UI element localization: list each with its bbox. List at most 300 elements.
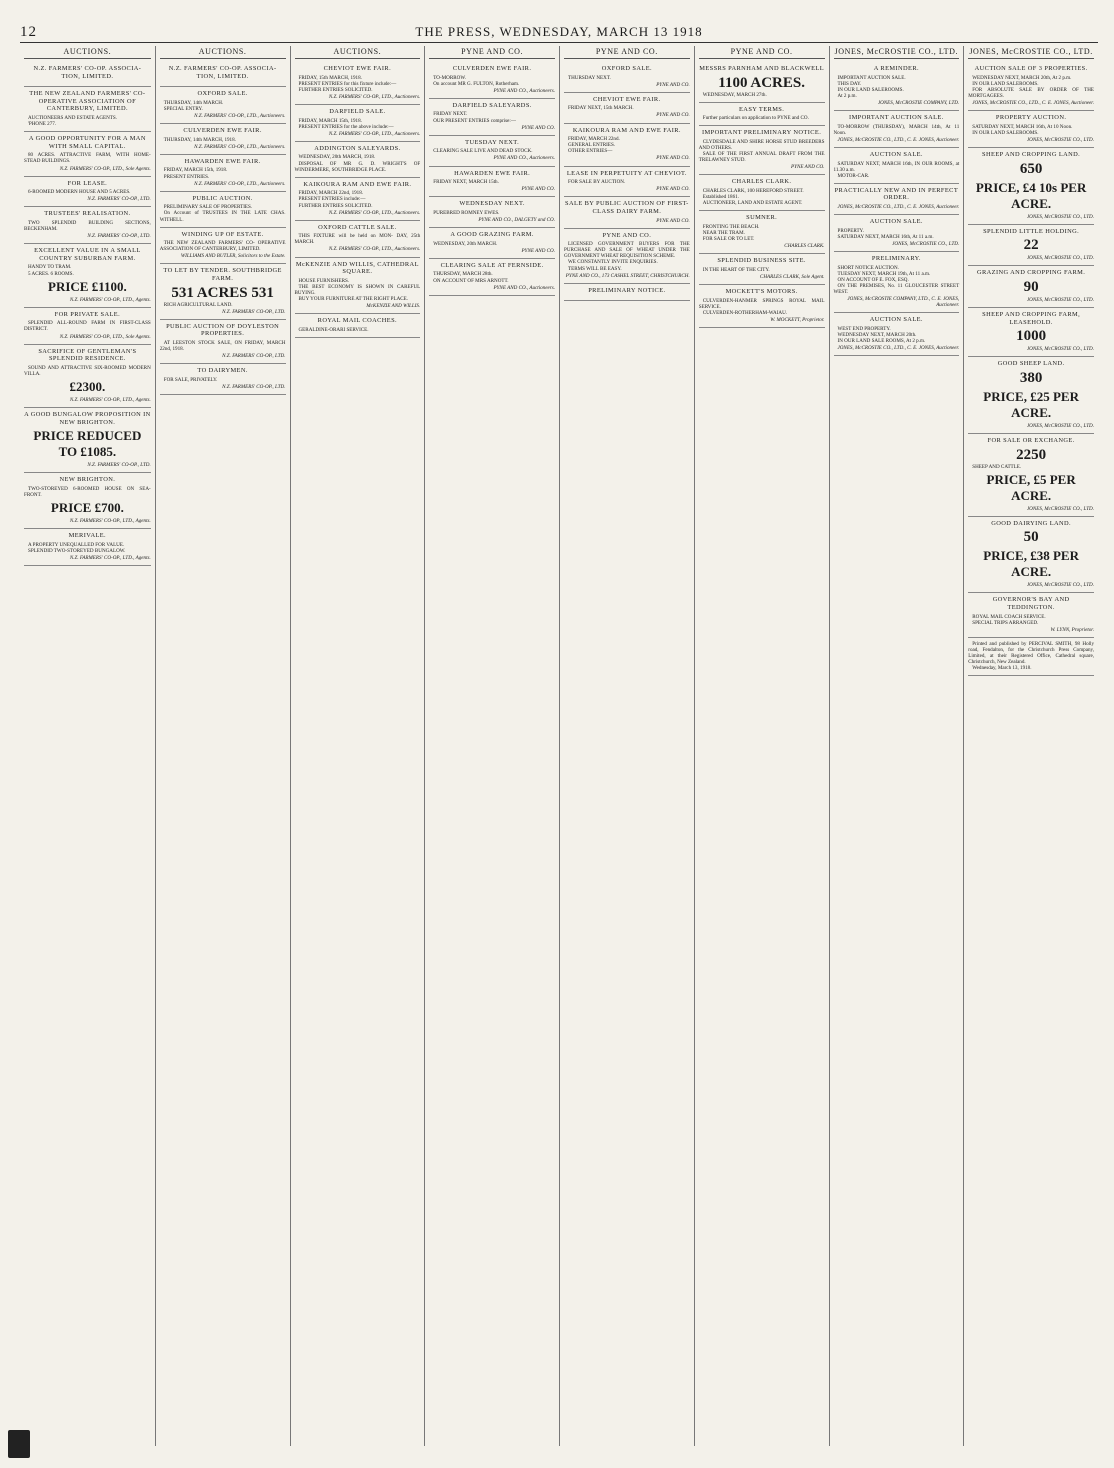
ad-body: [429, 148, 555, 154]
ad-line: WEST END PROPERTY.: [837, 325, 891, 332]
ad-heading: N.Z. FARMERS' CO-OP. ASSOCIA- TION, LIMITED.: [33, 65, 142, 80]
ad-line: TWO SPLENDID BUILDING SECTIONS, BECKENHAM.: [24, 220, 151, 233]
ad-body: [968, 641, 1094, 671]
ad-body: [699, 267, 825, 273]
ad-signature: W. MOCKETT, Proprietor.: [770, 316, 825, 323]
column-5: [559, 46, 694, 1446]
ad-signature: W. LYNN, Proprietor.: [1050, 626, 1094, 633]
ad-heading: KAIKOURA RAM AND EWE FAIR.: [303, 180, 412, 188]
ad-line: FURTHER ENTRIES SOLICITED.: [298, 86, 373, 93]
ad-line: 6-ROOMED MODERN HOUSE AND 5 ACRES.: [28, 189, 131, 196]
ad-price: PRICE, £5 PER ACRE.: [986, 471, 1076, 503]
ad-heading: NEW BRIGHTON.: [59, 476, 116, 484]
advertisement: [160, 320, 286, 364]
ad-body: [160, 100, 286, 112]
columns-container: [20, 46, 1098, 1446]
ad-signature: WILLIAMS AND BUTLER, Solicitors to the Estate.: [180, 253, 286, 260]
ad-signature: JONES, McCROSTIE COMPANY, LTD.: [877, 99, 960, 106]
ad-body: [24, 542, 151, 554]
ad-heading: GOOD SHEEP LAND.: [997, 360, 1065, 368]
ad-signature: PYNE AND CO., DALGETY and CO.: [478, 217, 555, 223]
advertisement: [24, 244, 151, 307]
ad-signature: JONES, McCROSTIE CO., LTD.: [1026, 505, 1094, 512]
ad-signature: N.Z. FARMERS' CO-OP., LTD., Agents.: [69, 518, 151, 525]
column-heading: PYNE AND CO.: [564, 46, 690, 59]
advertisement: [429, 259, 555, 296]
advertisement: [968, 148, 1094, 225]
advertisement: [429, 136, 555, 167]
ad-heading: WEDNESDAY NEXT.: [459, 200, 525, 208]
ad-body: [699, 139, 825, 163]
ad-body: [968, 75, 1094, 99]
ad-heading: HAWARDEN EWE FAIR.: [184, 157, 261, 165]
ad-body: [160, 302, 286, 308]
ad-signature: JONES, McCROSTIE CO., LTD.: [1026, 296, 1094, 303]
advertisement: [24, 308, 151, 345]
ad-line: WEDNESDAY NEXT, MARCH 20th, At 2 p.m.: [972, 74, 1072, 81]
ad-body: [968, 614, 1094, 626]
ad-heading: TUESDAY NEXT.: [465, 138, 520, 146]
ad-heading: TRUSTEES' REALISATION.: [44, 210, 131, 218]
ad-signature: PYNE AND CO., 173 CASHEL STREET, CHRISTCHURCH.: [565, 272, 690, 279]
column-heading: AUCTIONS.: [295, 46, 421, 59]
advertisement: [968, 517, 1094, 594]
ad-signature: N.Z. FARMERS' CO-OP., LTD., Agents.: [69, 555, 151, 562]
ad-line: PRESENT ENTRIES for the above include:—: [298, 123, 394, 130]
ad-heading: FOR SALE OR EXCHANGE.: [987, 436, 1075, 444]
ad-line: FRIDAY, MARCH 15th, 1918.: [163, 167, 228, 174]
ad-body: [429, 271, 555, 283]
ad-line: FOR SALE OR TO LET.: [702, 236, 755, 243]
ad-signature: JONES, McCROSTIE CO., LTD.: [1026, 346, 1094, 353]
ad-heading: MOCKETT'S MOTORS.: [725, 288, 798, 296]
ad-line: LICENSED GOVERNMENT BUYERS FOR THE PURCHASE AND SALE OF WHEAT UNDER THE GOVERNMENT WHEAT REQUISITION SCHEME.: [564, 241, 690, 260]
ad-price: PRICE, £25 PER ACRE.: [983, 388, 1079, 420]
advertisement: [295, 258, 421, 315]
ad-line: SATURDAY NEXT, MARCH 16th, At 10 Noon.: [972, 123, 1073, 130]
advertisement: [429, 167, 555, 198]
ad-line: ON ACCOUNT OF MRS ARNOTT.: [433, 277, 509, 284]
column-4: [424, 46, 559, 1446]
ad-line: FURTHER ENTRIES SOLICITED.: [298, 202, 373, 209]
ad-heading: SALE BY PUBLIC AUCTION OF FIRST-CLASS DAIRY FARM.: [565, 200, 689, 215]
ad-line: ROYAL MAIL COACH SERVICE.: [972, 613, 1046, 620]
ad-signature: McKENZIE AND WILLIS.: [366, 303, 421, 310]
ad-line: FRIDAY NEXT, 15th MARCH.: [568, 105, 634, 112]
ad-signature: N.Z. FARMERS' CO-OP., LTD.: [222, 384, 286, 390]
ad-heading: SUMNER.: [746, 214, 778, 222]
ad-heading: SPLENDID LITTLE HOLDING.: [983, 227, 1080, 235]
advertisement: [24, 177, 151, 208]
advertisement: [968, 111, 1094, 148]
ad-signature: PYNE AND CO., Auctioneers.: [493, 87, 555, 94]
ad-line: THURSDAY NEXT.: [568, 74, 611, 81]
ad-line: Further particulars on application to PYNE and CO.: [702, 115, 809, 122]
ad-line: TWO-STOREYED 6-ROOMED HOUSE ON SEA-FRONT.: [24, 485, 151, 499]
ad-heading: IMPORTANT PRELIMINARY NOTICE.: [702, 129, 822, 137]
ad-signature: N.Z. FARMERS' CO-OP., LTD.: [222, 308, 286, 315]
ad-heading: PYNE AND CO.: [602, 231, 652, 239]
ad-line: At 2 p.m.: [837, 92, 857, 99]
advertisement: [834, 148, 960, 184]
ad-line: On Account of TRUSTEES IN THE LATE CHAS. WITHELL.: [159, 210, 286, 223]
advertisement: [24, 529, 151, 566]
ad-display-figure: 90: [1023, 278, 1039, 295]
ad-heading: THE NEW ZEALAND FARMERS' CO- OPERATIVE ASSOCIATION OF CANTERBURY, LIMITED.: [29, 90, 146, 113]
advertisement: [834, 215, 960, 252]
ad-heading: MESSRS PARNHAM AND BLACKWELL: [699, 65, 825, 72]
ad-line: HOUSE FURNISHERS.: [298, 277, 350, 284]
column-2: [155, 46, 290, 1446]
ad-body: [968, 464, 1094, 470]
ad-body: [564, 75, 690, 81]
ad-line: 5 ACRES. 6 ROOMS.: [28, 270, 74, 277]
ad-line: IMPORTANT AUCTION SALE.: [837, 74, 906, 81]
ad-heading: MERIVALE.: [68, 532, 107, 540]
ad-line: TUESDAY NEXT, MARCH 19th, At 11 a.m.: [837, 270, 931, 277]
ad-body: [429, 241, 555, 247]
ad-heading: WINDING UP OF ESTATE.: [181, 230, 264, 238]
ad-display-figure: 531 ACRES 531: [171, 284, 274, 301]
ad-line: AT LEESTON STOCK SALE, ON FRIDAY, MARCH 22nd, 1918.: [159, 340, 286, 353]
ad-line: SATURDAY NEXT, MARCH 16th, At 11 a.m.: [837, 233, 934, 240]
ad-signature: N.Z. FARMERS' CO-OP., LTD., Agents.: [69, 296, 151, 303]
column-heading: AUCTIONS.: [160, 46, 286, 59]
ad-body: [834, 326, 960, 344]
ad-line: WEDNESDAY NEXT, MARCH 20th.: [837, 331, 917, 338]
ad-heading: PROPERTY AUCTION.: [995, 114, 1067, 122]
ad-line: THE BEST ECONOMY IS SHOWN IN CAREFUL BUYING.: [294, 283, 421, 296]
advertisement: [429, 62, 555, 99]
ad-signature: N.Z. FARMERS' CO-OP., LTD., Auctioneers.: [194, 180, 286, 187]
ad-heading: AUCTION SALE.: [869, 150, 923, 158]
ad-line: FRIDAY NEXT, MARCH 15th.: [433, 179, 499, 186]
ad-line: IN OUR LAND SALEROOMS.: [837, 86, 904, 93]
ad-signature: N.Z. FARMERS' CO-OP., LTD., Auctioneers.: [194, 143, 286, 150]
ad-price: PRICE £1100.: [48, 278, 127, 294]
ad-line: TO-MORROW (THURSDAY), MARCH 14th, At 11 Noon.: [833, 123, 960, 136]
ad-signature: N.Z. FARMERS' CO-OP., LTD., Auctioneers.: [194, 112, 286, 119]
ad-signature: N.Z. FARMERS' CO-OP., LTD., Sole Agents.: [59, 333, 151, 340]
ad-heading: A GOOD GRAZING FARM.: [450, 231, 534, 239]
ad-heading: SPLENDID BUSINESS SITE.: [717, 257, 806, 265]
ad-signature: N.Z. FARMERS' CO-OP., LTD., Sole Agents.: [59, 165, 151, 172]
ad-body: [834, 228, 960, 240]
ad-body: [295, 75, 421, 93]
ad-signature: PYNE AND CO.: [521, 124, 555, 131]
ad-display-figure: 1100 ACRES.: [718, 74, 805, 91]
ad-heading: SHEEP AND CROPPING FARM, LEASEHOLD.: [982, 311, 1081, 326]
advertisement: [24, 87, 151, 132]
ad-line: SHORT NOTICE AUCTION.: [837, 264, 899, 271]
ad-line: CULVERDEN-ROTHERHAM-WAIAU.: [702, 309, 788, 316]
ad-signature: JONES, McCROSTIE CO., LTD.: [892, 240, 960, 247]
ad-line: A PROPERTY UNEQUALLED FOR VALUE.: [28, 541, 125, 548]
ad-heading: A GOOD BUNGALOW PROPOSITION IN NEW BRIGHTON.: [24, 411, 151, 426]
ad-body: [834, 124, 960, 136]
ad-heading: CULVERDEN EWE FAIR.: [183, 127, 262, 135]
ad-body: [295, 327, 421, 333]
advertisement: [699, 285, 825, 328]
ad-body: [160, 240, 286, 252]
ad-body: [429, 179, 555, 185]
ad-signature: N.Z. FARMERS' CO-OP., LTD.: [87, 462, 151, 469]
ad-heading: IMPORTANT AUCTION SALE.: [849, 114, 944, 122]
ad-body: [160, 340, 286, 352]
ad-line: SATURDAY NEXT, MARCH 16th, IN OUR ROOMS, at 11.30 a.m.: [833, 160, 960, 173]
ad-line: THIS DAY.: [837, 80, 862, 87]
ad-heading: CHARLES CLARK.: [731, 178, 792, 186]
ad-line: WE CONSTANTLY INVITE ENQUIRIES.: [568, 259, 658, 266]
ad-heading: CHEVIOT EWE FAIR.: [593, 95, 661, 103]
ad-body: [24, 486, 151, 498]
ad-line: FRIDAY, MARCH 15th, 1918.: [298, 117, 362, 124]
advertisement: [564, 197, 690, 228]
ad-body: [834, 75, 960, 99]
ad-heading: PRELIMINARY.: [871, 254, 921, 262]
ad-body: [295, 278, 421, 302]
ad-body: [564, 241, 690, 271]
ad-body: [295, 118, 421, 130]
advertisement: [295, 221, 421, 258]
ad-heading: FOR PRIVATE SALE.: [54, 310, 121, 318]
ad-line: IN THE HEART OF THE CITY.: [702, 266, 770, 273]
ad-line: AUCTIONEERS AND ESTATE AGENTS.: [28, 114, 118, 121]
ad-signature: PYNE AND CO.: [656, 186, 690, 193]
column-3: [290, 46, 425, 1446]
ad-signature: PYNE AND CO., Auctioneers.: [493, 284, 555, 291]
advertisement: [968, 225, 1094, 267]
ad-line: Wednesday, March 13, 1918.: [972, 665, 1032, 672]
advertisement: [24, 345, 151, 408]
advertisement: [160, 364, 286, 395]
advertisement: [699, 62, 825, 103]
ad-body: [160, 137, 286, 143]
ad-signature: PYNE AND CO.: [656, 217, 690, 224]
ad-body: [24, 152, 151, 164]
ad-display-figure: 380: [1019, 369, 1043, 386]
advertisement: [429, 99, 555, 136]
ad-body: [564, 105, 690, 111]
ad-line: RICH AGRICULTURAL LAND.: [163, 301, 233, 308]
ad-line: DISPOSAL OF MR G. D. WRIGHT'S OF WINDERMERE, SOUTHBRIDGE PLACE.: [294, 160, 421, 173]
ad-signature: JONES, McCROSTIE CO., LTD.: [1026, 582, 1094, 589]
advertisement: [564, 62, 690, 93]
column-1: [20, 46, 155, 1446]
ad-line: SPECIAL ENTRY.: [163, 105, 203, 112]
ad-price: PRICE REDUCED TO £1085.: [33, 428, 142, 460]
ad-price: £2300.: [69, 379, 106, 394]
advertisement: [968, 638, 1094, 676]
ad-line: GERALDINE-ORARI SERVICE.: [298, 326, 369, 333]
ad-line: AUCTIONEER, LAND AND ESTATE AGENT.: [702, 200, 803, 207]
ad-heading: GRAZING AND CROPPING FARM.: [976, 269, 1086, 277]
ad-signature: CHARLES CLARK.: [784, 243, 825, 250]
advertisement: [564, 229, 690, 284]
ad-heading: EXCELLENT VALUE IN A SMALL COUNTRY SUBURBAN FARM.: [34, 247, 141, 262]
ad-body: [160, 377, 286, 383]
ad-body: [429, 210, 555, 216]
ad-heading: ADDINGTON SALEYARDS.: [314, 144, 401, 152]
ad-body: [24, 365, 151, 377]
column-heading: PYNE AND CO.: [429, 46, 555, 59]
ad-heading: HAWARDEN EWE FAIR.: [454, 169, 531, 177]
advertisement: [968, 357, 1094, 434]
ad-signature: N.Z. FARMERS' CO-OP., LTD., Agents.: [69, 397, 151, 403]
ad-line: 'PHONE 277.: [28, 121, 57, 128]
ad-line: BUY YOUR FURNITURE AT THE RIGHT PLACE.: [298, 296, 409, 303]
ad-heading: FOR LEASE.: [67, 179, 108, 187]
ad-line: Printed and published by PERCIVAL SMITH, 98 Holly road, Fendalton, for the Christchurch Press Company, Limited, at their Registered Office, Cathedral square, Christchurch, New Zealand.: [968, 640, 1094, 666]
ad-heading: A REMINDER.: [873, 65, 919, 72]
advertisement: [160, 155, 286, 192]
column-heading: JONES, McCROSTIE CO., LTD.: [968, 46, 1094, 59]
ad-signature: N.Z. FARMERS' CO-OP., LTD., Auctioneers.: [328, 93, 421, 100]
ad-heading: OXFORD SALE.: [601, 65, 652, 72]
ad-line: CLEARING SALE LIVE AND DEAD STOCK.: [433, 148, 533, 155]
advertisement: [295, 142, 421, 178]
advertisement: [160, 264, 286, 319]
ad-line: WEDNESDAY, 20th MARCH, 1918.: [298, 154, 376, 161]
ad-heading: N.Z. FARMERS' CO-OP. ASSOCIA- TION, LIMITED.: [168, 65, 277, 80]
ad-line: NEAR THE TRAM.: [702, 230, 745, 236]
masthead-title: THE PRESS, WEDNESDAY, MARCH 13 1918: [415, 24, 703, 39]
advertisement: [160, 124, 286, 155]
ad-heading: SACRIFICE OF GENTLEMAN'S SPLENDID RESIDENCE.: [38, 347, 137, 363]
ad-line: SOUND AND ATTRACTIVE SIX-ROOMED MODERN VILLA.: [24, 364, 151, 377]
ad-line: IN OUR LAND SALEROOMS.: [972, 129, 1039, 136]
page-number: 12: [20, 24, 37, 40]
ad-display-figure: 650: [1019, 160, 1043, 177]
advertisement: [968, 266, 1094, 308]
ad-heading: CHEVIOT EWE FAIR.: [323, 65, 392, 72]
ad-signature: PYNE AND CO., Auctioneers.: [493, 155, 555, 162]
advertisement: [564, 284, 690, 302]
ad-line: SPLENDID TWO-STOREYED BUNGALOW.: [28, 547, 126, 554]
ad-signature: JONES, McCROSTIE CO., LTD.: [1026, 136, 1094, 143]
ad-line: CHARLES CLARK, 100 HEREFORD STREET.: [702, 188, 804, 195]
column-7: [829, 46, 964, 1446]
ad-line: ON THE PREMISES, No. 11 GLOUCESTER STREET WEST.: [833, 282, 960, 295]
ad-price: PRICE, £4 10s PER ACRE.: [975, 179, 1087, 211]
ad-heading: EASY TERMS.: [739, 105, 785, 113]
ad-line: 80 ACRES. ATTRACTIVE FARM, WITH HOME- STEAD BUILDINGS.: [24, 152, 151, 165]
ad-line: FOR SALE, PRIVATELY.: [163, 376, 218, 383]
advertisement: [295, 178, 421, 221]
ad-line: Established 1861.: [702, 194, 739, 201]
ad-display-figure: 2250: [1016, 446, 1047, 463]
advertisement: [834, 252, 960, 313]
ad-signature: JONES, McCROSTIE CO., LTD.: [1026, 422, 1094, 429]
ad-signature: PYNE AND CO.: [656, 155, 690, 162]
ad-line: SHEEP AND CATTLE.: [972, 463, 1022, 470]
advertisement: [968, 62, 1094, 111]
ad-line: THURSDAY, 14th MARCH.: [163, 99, 224, 106]
ad-body: [24, 115, 151, 127]
ad-line: TO-MORROW.: [433, 74, 466, 81]
ad-line: GENERAL ENTRIES.: [568, 142, 616, 149]
ad-line: CULVERDEN-HANMER SPRINGS ROYAL MAIL SERVICE.: [698, 297, 825, 310]
advertisement: [295, 314, 421, 338]
ad-body: [834, 265, 960, 295]
ad-heading: LEASE IN PERPETUITY AT CHEVIOT.: [566, 169, 687, 177]
ad-line: THURSDAY, MARCH 28th.: [433, 271, 493, 278]
ad-line: SPLENDID ALL-ROUND FARM IN FIRST-CLASS DISTRICT.: [24, 320, 151, 333]
ad-line: PRESENT ENTRIES.: [163, 173, 210, 180]
advertisement: [24, 473, 151, 529]
advertisement: [968, 434, 1094, 517]
ad-line: PRESENT ENTRIES for this fixture include:—: [298, 80, 397, 87]
ad-signature: JONES, McCROSTIE CO., LTD., C. E. JONES, Auctioneer.: [837, 204, 960, 210]
column-heading: JONES, McCROSTIE CO., LTD.: [834, 46, 960, 59]
ad-line: FRONTING THE BEACH.: [702, 223, 760, 230]
ad-heading: A GOOD OPPORTUNITY FOR A MAN WITH SMALL CAPITAL.: [28, 135, 146, 150]
advertisement: [968, 593, 1094, 637]
ad-heading: AUCTION SALE.: [869, 316, 923, 324]
ad-heading: DARFIELD SALE.: [329, 107, 386, 115]
ad-price: PRICE, £38 PER ACRE.: [983, 548, 1079, 580]
ad-line: On account MR G. FULTON, Rotherham.: [433, 80, 520, 87]
ad-heading: GOOD DAIRYING LAND.: [991, 519, 1072, 527]
advertisement: [834, 62, 960, 111]
advertisement: [295, 105, 421, 142]
ad-body: [699, 92, 825, 98]
ad-body: [699, 298, 825, 316]
ad-display-figure: 22: [1023, 237, 1039, 254]
advertisement: [24, 207, 151, 244]
ad-line: TERMS WILL BE EASY.: [568, 265, 622, 272]
advertisement: [564, 124, 690, 167]
advertisement: [834, 111, 960, 148]
advertisement: [564, 93, 690, 124]
masthead: [20, 24, 1098, 43]
ad-line: IN OUR LAND SALE ROOMS, At 2 p.m.: [837, 338, 926, 344]
ad-line: SALE OF THE FIRST ANNUAL DRAFT FROM THE TRELAWNEY STUD.: [698, 151, 825, 164]
ad-body: [968, 124, 1094, 136]
ad-body: [699, 115, 825, 121]
column-6: [694, 46, 829, 1446]
advertisement: [295, 62, 421, 105]
ad-line: IN OUR LAND SALEROOMS.: [972, 80, 1039, 87]
ad-body: [24, 189, 151, 195]
ad-body: [699, 224, 825, 242]
ad-heading: TO DAIRYMEN.: [197, 367, 248, 375]
ad-line: OUR PRESENT ENTRIES comprise:—: [433, 117, 516, 124]
advertisement: [699, 126, 825, 175]
advertisement: [699, 211, 825, 254]
ad-signature: N.Z. FARMERS' CO-OP., LTD.: [222, 353, 286, 360]
column-heading: PYNE AND CO.: [699, 46, 825, 59]
ad-line: FRIDAY, MARCH 22nd, 1918.: [298, 190, 364, 197]
ad-line: OTHER ENTRIES—: [568, 148, 613, 155]
ad-heading: ROYAL MAIL COACHES.: [317, 317, 398, 325]
ad-line: THIS FIXTURE will be held on MON- DAY, 25th MARCH.: [294, 233, 421, 246]
ad-line: FRIDAY, 15th MARCH, 1918.: [298, 74, 362, 81]
ad-price: PRICE £700.: [50, 500, 124, 516]
ad-body: [429, 75, 555, 87]
ad-heading: CLEARING SALE AT FERNSIDE.: [440, 261, 544, 269]
advertisement: [834, 313, 960, 356]
ad-body: [24, 264, 151, 276]
advertisement: [24, 408, 151, 473]
ad-heading: AUCTION SALE OF 3 PROPERTIES.: [974, 65, 1088, 72]
advertisement: [834, 184, 960, 215]
ad-line: PROPERTY.: [837, 227, 864, 234]
ad-line: PRELIMINARY SALE OF PROPERTIES.: [163, 204, 253, 211]
ad-signature: JONES, McCROSTIE CO., LTD., C. E. JONES, Auctioneer.: [837, 136, 960, 143]
ad-heading: CULVERDEN EWE FAIR.: [452, 65, 532, 72]
ad-body: [699, 188, 825, 206]
